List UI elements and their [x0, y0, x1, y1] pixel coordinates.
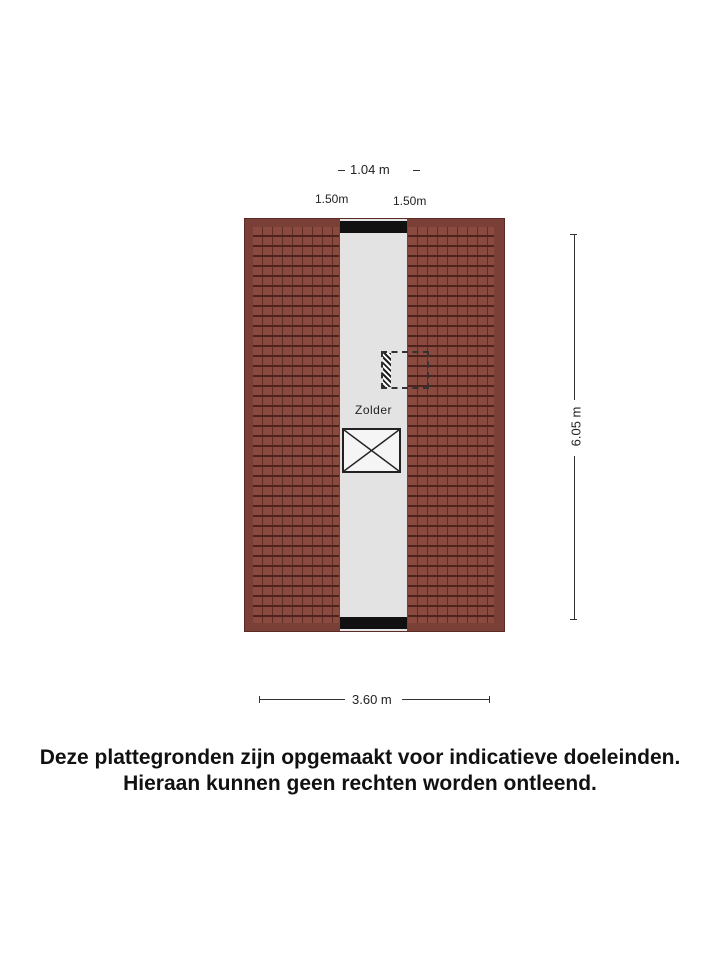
- top-beam: [340, 221, 407, 233]
- skylight-hatching: [383, 353, 391, 387]
- top-width-dimension: [338, 162, 422, 178]
- roof-tiles-right: [408, 227, 494, 623]
- left-slope-label: 1.50m: [315, 192, 349, 206]
- disclaimer-line-2: Hieraan kunnen geen rechten worden ontleend.: [123, 772, 597, 795]
- bottom-beam: [340, 617, 407, 629]
- height-label: 6.05 m: [568, 406, 584, 447]
- height-dimension: [560, 234, 590, 620]
- attic-hatch: [342, 428, 401, 473]
- roof-plan: [244, 218, 505, 632]
- height-line-top: [574, 234, 575, 400]
- top-width-label: 1.04 m: [350, 162, 390, 177]
- bottom-width-line-right: [402, 699, 490, 700]
- height-line-bottom: [574, 456, 575, 620]
- bottom-width-tick-right: [489, 696, 490, 703]
- skylight-outline: [381, 351, 429, 389]
- bottom-width-label: 3.60 m: [352, 692, 392, 707]
- disclaimer-line-1: Deze plattegronden zijn opgemaakt voor indicatieve doeleinden.: [39, 746, 681, 769]
- top-width-arrow-left: [338, 170, 345, 171]
- attic-floor: [340, 219, 407, 631]
- bottom-width-line-left: [259, 699, 345, 700]
- right-slope-label: 1.50m: [393, 194, 427, 208]
- height-tick-bottom: [570, 619, 577, 620]
- roof-tiles-left: [253, 227, 339, 623]
- bottom-width-dimension: [259, 692, 490, 708]
- room-label-zolder: Zolder: [355, 403, 393, 417]
- attic-hatch-cross-icon: [344, 430, 399, 471]
- top-width-arrow-right: [413, 170, 420, 171]
